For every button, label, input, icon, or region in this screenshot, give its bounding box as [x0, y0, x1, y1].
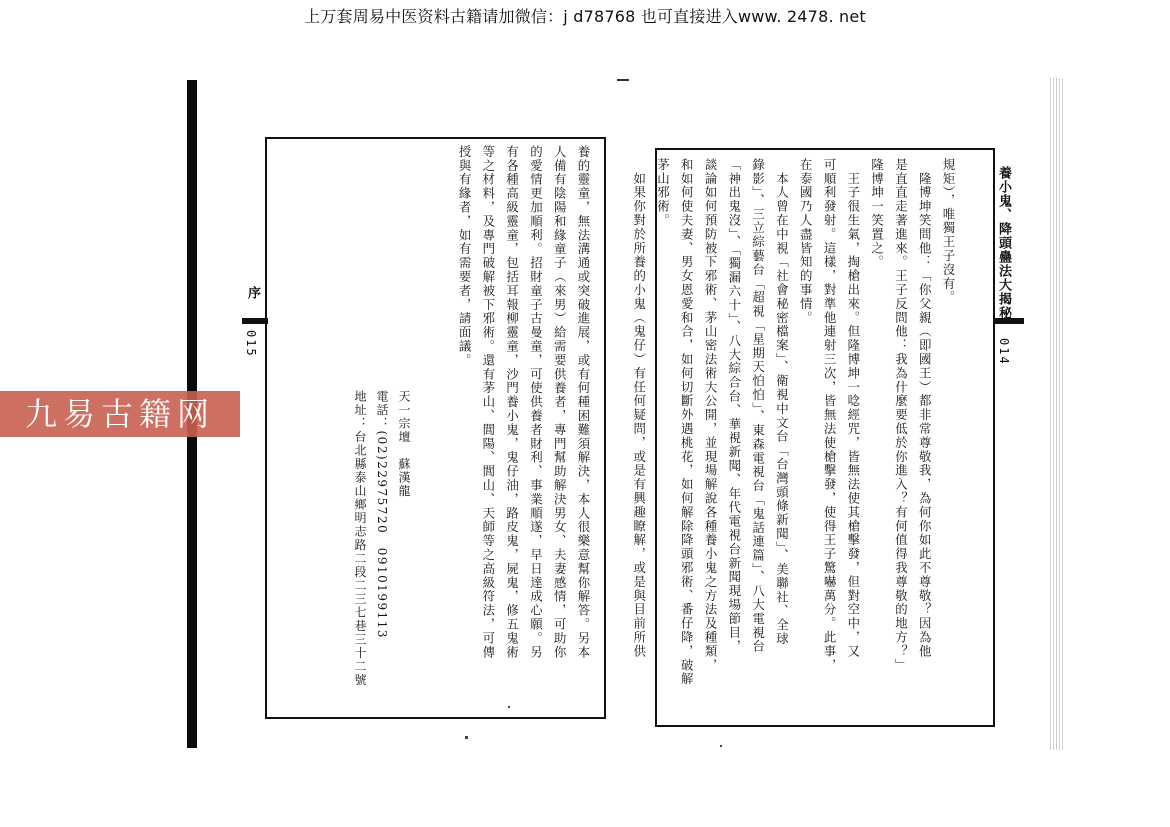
right-page-body — [631, 158, 960, 698]
scan-speck — [720, 745, 722, 747]
text-column: 王子很生氣，掏槍出來。但隆博坤一唸經咒，皆無法使其槍擊發，但對空中，又 — [845, 158, 861, 659]
text-column: 授與有緣者，如有需要者，請面議。 — [457, 145, 473, 368]
text-column: 隆博坤笑問他：「你父親（即國王）都非常尊敬我，為何你如此不尊敬？因為他 — [917, 158, 933, 659]
text-column: 規矩），唯獨王子沒有。 — [941, 158, 956, 305]
text-column: 的愛情更加順利。招財童子古曼童，可使供養者財利、事業順遂，早日達成心願。另 — [528, 145, 544, 660]
signature-block — [335, 390, 415, 690]
text-column: 可順利發射。這樣，對準他連射三次，皆無法使槍擊發，使得王子驚嚇萬分。此事， — [822, 158, 838, 673]
left-page-body — [450, 145, 595, 685]
text-column: 人備有陰陽和緣童子（來男）給需要供養者，專門幫助解決男女、夫妻感情，可助你 — [552, 145, 568, 660]
text-column: 「神出鬼沒」、「獨漏六十」、八大綜合台、華視新聞、年代電視台新聞現場節目， — [726, 158, 742, 654]
center-mark — [617, 79, 629, 81]
page-number-right: 014 — [997, 338, 1011, 366]
text-column: 和如何使夫妻、男女恩愛和合，如何切斷外遇桃花，如何解除降頭邪術、番仔降，破解 — [679, 158, 695, 687]
page-edge — [1050, 78, 1064, 750]
text-column: 如果你對於所養的小鬼（鬼仔）有任何疑問，或是有興趣瞭解，或是與目前所供 — [631, 158, 647, 659]
signature-phone: 電話：(02)22975720 0910199113 — [375, 390, 389, 640]
text-column: 等之材料，及專門破解被下邪術。還有茅山、閭陽、閭山、天師等之高級符法，可傳 — [480, 145, 496, 660]
running-head-right: 養小鬼、降頭蠱法大揭秘 — [996, 166, 1011, 320]
scan-speck — [508, 706, 510, 708]
text-column: 養的靈童，無法溝通或突破進展，或有何種困難須解決，本人很樂意幫你解答。另本 — [576, 145, 591, 660]
text-column: 在泰國乃人盡皆知的事情。 — [798, 158, 814, 325]
signature-author: 天一宗壇 蘇漢龍 — [397, 390, 411, 498]
text-column: 隆博坤一笑置之。 — [869, 158, 885, 270]
top-banner: 上万套周易中医资料古籍请加微信：j d78768 也可直接进入www. 2478. net — [304, 7, 866, 26]
watermark-logo: 九易古籍网 — [0, 391, 240, 437]
text-column: 錄影」、三立綜藝台「超視「星期天怕怕」、東森電視台「鬼話連篇」、八大電視台 — [750, 158, 766, 654]
text-column: 有各種高級靈童，包括耳報柳靈童，沙門養小鬼，鬼仔油，路皮鬼，屍鬼，修五鬼術 — [504, 145, 520, 660]
page-number-left: 015 — [244, 330, 258, 358]
text-column: 茅山邪術。 — [655, 158, 671, 228]
running-head-left: 序 — [245, 286, 260, 300]
text-column: 本人曾在中視「社會秘密檔案」、衛視中文台「台灣頭條新聞」、美聯社、全球 — [774, 158, 790, 646]
text-column: 談論如何預防被下邪術、茅山密法術大公開，並現場解說各種養小鬼之方法及種類， — [703, 158, 719, 673]
signature-address: 地址：台北縣泰山鄉明志路二段二三七巷三十二號 — [353, 390, 367, 687]
text-column: 是直直走著進來。王子反問他：我為什麼要低於你進入？有何值得我尊敬的地方？」 — [893, 158, 909, 673]
scan-speck — [465, 736, 468, 739]
